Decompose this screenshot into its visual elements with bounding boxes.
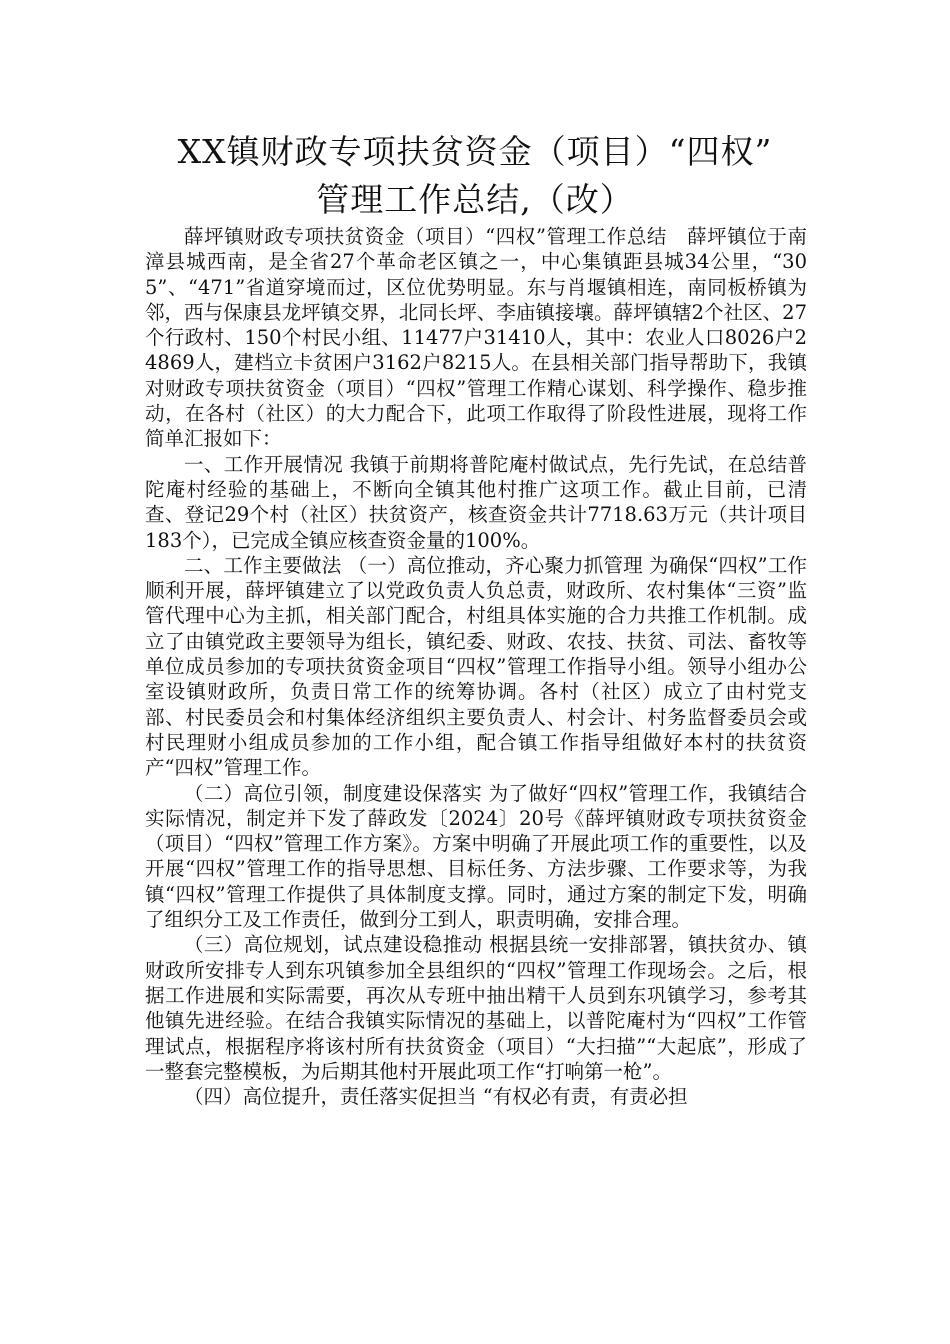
document-title-line-1: XX镇财政专项扶贫资金（项目）“四权”: [177, 132, 773, 171]
paragraph-responsibility: （四）高位提升，责任落实促担当 “有权必有责，有责必担: [184, 1085, 688, 1109]
document-title-line-2: 管理工作总结,（改）: [316, 180, 634, 219]
paragraph-system-building: （二）高位引领，制度建设保落实 为了做好“四权”管理工作，我镇结合实际情况，制定并下发了薛政发〔2024〕20号《薛坪镇财政专项扶贫资金（项目）“四权”管理工作方案》。方案中明确了开展此项工作的重要性，以及开展“四权”管理工作的指导思想、目标任务、方法步骤、工作要求等，为我镇“四权”管理工作提供了具体制度支撑。同时，通过方案的制定下发，明确了组织分工及工作责任，做到分工到人，职责明确，安排合理。: [145, 781, 807, 932]
paragraph-work-status: 一、工作开展情况 我镇于前期将普陀庵村做试点，先行先试，在总结普陀庵村经验的基础上，不断向全镇其他村推广这项工作。截止目前，已清查、登记29个村（社区）扶贫资产，核查资金共计7718.63万元（共计项目183个），已完成全镇应核查资金量的100%。: [145, 452, 807, 552]
paragraph-pilot-planning: （三）高位规划，试点建设稳推动 根据县统一安排部署，镇扶贫办、镇财政所安排专人到东巩镇参加全县组织的“四权”管理工作现场会。之后，根据工作进展和实际需要，再次从专班中抽出精干人员到东巩镇学习，参考其他镇先进经验。在结合我镇实际情况的基础上，以普陀庵村为“四权”工作管理试点，根据程序将该村所有扶贫资金（项目）“大扫描”“大起底”，形成了一整套完整模板，为后期其他村开展此项工作“打响第一枪”。: [145, 933, 807, 1083]
paragraph-intro: 薛坪镇财政专项扶贫资金（项目）“四权”管理工作总结 薛坪镇位于南漳县城西南，是全省27个革命老区镇之一，中心集镇距县城34公里，“305”、“471”省道穿境而过，区位优势明显。东与肖堰镇相连，南同板桥镇为邻，西与保康县龙坪镇交界，北同长坪、李庙镇接壤。薛坪镇辖2个社区、27个行政村、150个村民小组、11477户31410人，其中：农业人口8026户24869人，建档立卡贫困户3162户8215人。在县相关部门指导帮助下，我镇对财政专项扶贫资金（项目）“四权”管理工作精心谋划、科学操作、稳步推动，在各村（社区）的大力配合下，此项工作取得了阶段性进展，现将工作简单汇报如下：: [145, 225, 807, 451]
paragraph-main-practices: 二、工作主要做法 （一）高位推动，齐心聚力抓管理 为确保“四权”工作顺利开展，薛坪镇建立了以党政负责人负总责，财政所、农村集体“三资”监管代理中心为主抓，相关部门配合，村组具体实施的合力共推工作机制。成立了由镇党政主要领导为组长，镇纪委、财政、农技、扶贫、司法、畜牧等单位成员参加的专项扶贫资金项目“四权”管理工作指导小组。领导小组办公室设镇财政所，负责日常工作的统筹协调。各村（社区）成立了由村党支部、村民委员会和村集体经济组织主要负责人、村会计、村务监督委员会或村民理财小组成员参加的工作小组，配合镇工作指导组做好本村的扶贫资产“四权”管理工作。: [145, 553, 807, 780]
document-body: [145, 224, 807, 1109]
